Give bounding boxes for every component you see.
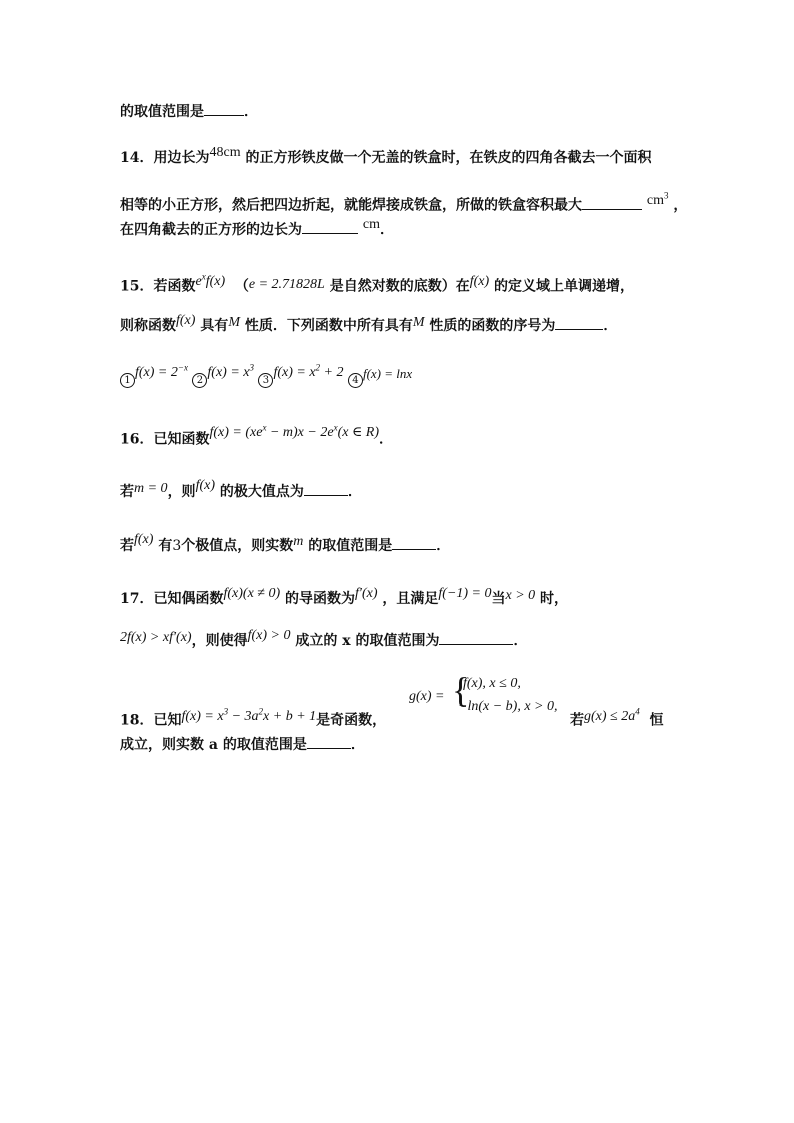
q15-opt2-text: f(x) = x: [207, 364, 250, 380]
q17-answer-blank: [439, 630, 513, 645]
q18-line-1-right: [570, 706, 663, 732]
q16-text-3d: 的取值范围是: [308, 538, 393, 554]
q14-text-c: 相等的小正方形，然后把四边折起，就能焊接成铁盒，所做的铁盒容积最大: [120, 197, 582, 214]
q15-opt3-text: f(x) = x: [273, 364, 316, 380]
q16-text-a: 已知函数: [153, 431, 210, 448]
q15-M-2: M: [412, 315, 425, 330]
q14-line-2: 相等的小正方形，然后把四边折起，就能焊接成铁盒，所做的铁盒容积最大 $cm^3$ ，: [120, 190, 688, 214]
q17-line-2: 2f(x) > xf′(x)，则使得f(x) > 0 成立的 x 的取值范围为 ．: [120, 628, 528, 649]
q17-inequality: 2f(x) > xf′(x): [120, 630, 192, 645]
q16-number: 16．: [120, 431, 154, 448]
q13-tail-line: 的取值范围是 ．: [120, 101, 258, 122]
q15-option-4: f(x) = lnx: [362, 365, 413, 381]
q14-edge-blank: [302, 219, 358, 234]
q18-piece-1: f(x), x ≤ 0,: [463, 676, 521, 691]
q15-answer-blank: [555, 315, 603, 330]
q14-side-length: [209, 145, 240, 160]
q14-volume-blank: [582, 195, 642, 210]
q16-text-2b: ，则: [167, 484, 196, 500]
q18-text-c: 若: [570, 712, 584, 729]
q17-number: 17．: [120, 591, 154, 607]
q15-option-1: [135, 362, 188, 380]
q18-answer-blank: [307, 734, 351, 749]
q14-text-a: 用边长为: [153, 150, 210, 166]
q15-options: [120, 362, 412, 388]
q15-option-3-marker: 3: [258, 373, 273, 388]
q18-text-d: 恒: [649, 712, 664, 729]
q16-three: 3: [172, 538, 182, 554]
q16-text-2c: 的极大值点为: [219, 484, 304, 500]
q17-text-a: 已知偶函数: [153, 591, 224, 607]
q14-line-1: [120, 145, 652, 169]
q18-function: $f(x) = x^3 - 3a^2x + b + 1$: [181, 706, 317, 724]
q17-fx-positive: f(x) > 0: [247, 628, 291, 643]
q17-even-function: f(x)(x ≠ 0): [223, 586, 281, 601]
q15-option-4-marker: 4: [348, 373, 363, 388]
q16-func-2: − m)x − 2e: [266, 424, 334, 440]
q18-text-b: 是奇函数，: [316, 712, 387, 729]
q16-text-3c: 个极值点，则实数: [181, 538, 294, 554]
q17-condition: f(−1) = 0: [438, 586, 492, 601]
q18-func-2: − 3a: [228, 708, 259, 724]
q17-text-g: 成立的 x 的取值范围为: [295, 633, 440, 649]
q18-text-e: 成立，则实数 a 的取值范围是: [120, 737, 307, 753]
q15-text-e: 具有: [200, 318, 229, 334]
q15-option-3: $f(x) = x^2 + 2$: [273, 362, 344, 380]
q14-volume-unit: $cm^3$: [646, 190, 669, 208]
q13-answer-blank: [204, 101, 244, 116]
q15-option-1-marker: 1: [120, 373, 135, 388]
q18-text-a: 已知: [153, 712, 182, 729]
q15-M-1: M: [228, 315, 240, 330]
q15-opt3-tail: + 2: [320, 364, 344, 380]
q16-line-3: 若f(x) 有3个极值点，则实数m 的取值范围是 ．: [120, 532, 451, 554]
q16-line-1: 16．已知函数$f(x) = (xe^x - m)x - 2e^x(x$ ∈ R)．: [120, 422, 394, 448]
q16-m-zero: m = 0: [134, 481, 168, 496]
q14-text-d: 在四角截去的正方形的边长为: [120, 222, 302, 238]
q14-len-value: 48: [209, 145, 224, 160]
q15-line-1: 15．若函数$e^xf(x) (e = 2.71828L$ 是自然对数的底数）在f(x) 的定义域上单调递增，: [120, 271, 635, 295]
q17-x-positive: x > 0: [505, 588, 536, 603]
q18-g-definition: g(x) =: [409, 689, 445, 704]
q13-tail-text: 的取值范围是: [120, 104, 204, 120]
q17-line-1: [120, 586, 569, 610]
q15-text-b: 是自然对数的底数）在: [329, 278, 470, 295]
q15-opt1-exp: −x: [177, 362, 188, 372]
q18-line-2: 成立，则实数 a 的取值范围是 ．: [120, 734, 365, 755]
q15-fx-1: f(x): [469, 273, 490, 289]
q16-text-2a: 若: [120, 484, 134, 500]
q14-edge-unit: cm: [362, 217, 380, 232]
q16-text-3b: 有: [158, 538, 173, 554]
q15-number: 15．: [120, 278, 154, 295]
q16-text-3a: 若: [120, 538, 134, 554]
q16-function: $f(x) = (xe^x - m)x - 2e^x(x$ ∈ R): [209, 422, 380, 440]
q18-func-1: f(x) = x: [181, 708, 224, 724]
q16-range-blank: [392, 535, 436, 550]
q18-func-3: x + b + 1: [263, 708, 317, 724]
q18-ineq-text: g(x) ≤ 2a: [584, 708, 636, 724]
q18-inequality: $g(x) \le 2a^4$: [584, 706, 640, 724]
q15-text-f: 性质．下列函数中所有具有: [244, 318, 413, 334]
q17-text-e: 时，: [540, 591, 569, 607]
q14-line-3: 在四角截去的正方形的边长为 cm．: [120, 217, 394, 238]
q18-brace: {: [452, 670, 470, 710]
q15-opt1-text: f(x) = 2: [135, 364, 178, 380]
q15-text-d: 则称函数: [120, 318, 176, 334]
q15-ex-fx: $e^xf(x)$: [195, 271, 226, 289]
q15-text-a: 若函数: [153, 278, 196, 295]
q16-func-3: (x ∈ R): [337, 424, 380, 440]
q15-line-2: 则称函数f(x) 具有M 性质．下列函数中所有具有M 性质的函数的序号为 ．: [120, 313, 618, 334]
q16-fx-2: f(x): [134, 532, 154, 547]
q18-number: 18．: [120, 712, 154, 729]
q14-len-unit: cm: [223, 145, 241, 160]
q15-e-definition: e = 2.71828L: [248, 276, 325, 292]
q15-text-g: 性质的函数的序号为: [429, 318, 556, 334]
q18-piece-2: −ln(x − b), x > 0,: [458, 699, 558, 714]
q15-fx-2: f(x): [176, 313, 196, 328]
q14-number: 14．: [120, 150, 154, 166]
q16-max-point-blank: [304, 481, 348, 496]
q15-option-2: $f(x) = x^3$: [207, 362, 254, 380]
q16-m-var: m: [293, 534, 304, 549]
q16-line-2: 若m = 0，则f(x) 的极大值点为 ．: [120, 478, 362, 500]
q15-option-2-marker: 2: [192, 373, 207, 388]
q18-line-1: [120, 706, 386, 732]
q16-fx-1: f(x): [195, 478, 215, 493]
q14-text-b: 的正方形铁皮做一个无盖的铁盒时，在铁皮的四角各截去一个面积: [245, 150, 652, 166]
q17-text-d: 当: [491, 591, 506, 607]
q17-derivative: f′(x): [355, 586, 378, 601]
q17-text-f: ，则使得: [191, 633, 248, 649]
q17-text-b: 的导函数为: [285, 591, 356, 607]
q16-func-1: f(x) = (xe: [209, 424, 263, 440]
q17-text-c: ，且满足: [382, 591, 439, 607]
q15-text-c: 的定义域上单调递增，: [494, 278, 635, 295]
q14-vol-unit-text: cm: [646, 192, 664, 208]
